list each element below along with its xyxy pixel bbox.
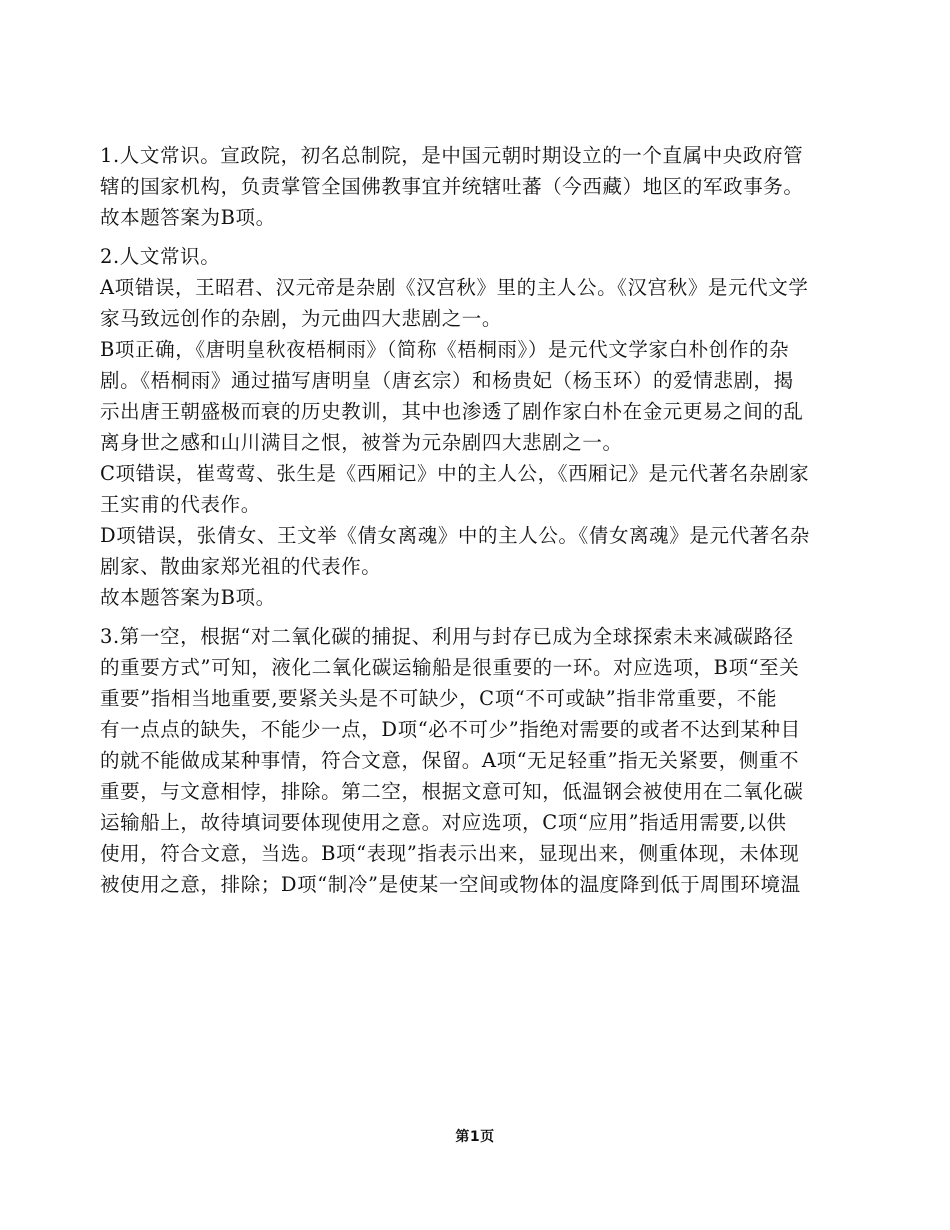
answer-2: [100, 241, 870, 613]
text-line: 重要”指相当地重要,要紧关头是不可缺少，C项“不可或缺”指非常重要，不能: [100, 687, 778, 710]
text-line: 的就不能做成某种事情，符合文意，保留。A项“无足轻重”指无关紧要，侧重不: [100, 749, 800, 772]
answer-3: [100, 621, 870, 900]
text-line: 运输船上，故待填词要体现使用之意。对应选项，C项“应用”指适用需要,以供: [100, 811, 787, 834]
text-line: 离身世之感和山川满目之恨，被誉为元杂剧四大悲剧之一。: [100, 431, 623, 454]
text-line: 故本题答案为B项。: [100, 586, 276, 609]
text-line: 剧。《梧桐雨》通过描写唐明皇（唐玄宗）和杨贵妃（杨玉环）的爱情悲剧，揭: [100, 369, 794, 392]
text-line: 的重要方式”可知，液化二氧化碳运输船是很重要的一环。对应选项，B项“至关: [100, 656, 800, 679]
text-line: B项正确，《唐明皇秋夜梧桐雨》（简称《梧桐雨》）是元代文学家白朴创作的杂: [100, 338, 790, 361]
text-line: D项错误，张倩女、王文举《倩女离魂》中的主人公。《倩女离魂》是元代著名杂: [100, 524, 810, 547]
text-line: 使用，符合文意，当选。B项“表现”指表示出来，显现出来，侧重体现，未体现: [100, 842, 800, 865]
text-line: 有一点点的缺失，不能少一点，D项“必不可少”指绝对需要的或者不达到某种目: [100, 718, 801, 741]
text-line: C项错误，崔莺莺、张生是《西厢记》中的主人公，《西厢记》是元代著名杂剧家: [100, 462, 810, 485]
text-line: 1.人文常识。宣政院，初名总制院，是中国元朝时期设立的一个直属中央政府管: [100, 144, 804, 167]
answer-1: [100, 140, 870, 233]
text-line: 辖的国家机构，负责掌管全国佛教事宜并统辖吐蕃（今西藏）地区的军政事务。: [100, 175, 804, 198]
text-line: 示出唐王朝盛极而衰的历史教训，其中也渗透了剧作家白朴在金元更易之间的乱: [100, 400, 804, 423]
text-line: 王实甫的代表作。: [100, 493, 261, 516]
text-line: 被使用之意，排除；D项“制冷”是使某一空间或物体的温度降到低于周围环境温: [100, 873, 801, 896]
text-line: 剧家、散曲家郑光祖的代表作。: [100, 555, 382, 578]
document-body: [100, 140, 870, 908]
text-line: 3.第一空，根据“对二氧化碳的捕捉、利用与封存已成为全球探索未来减碳路径: [100, 625, 794, 648]
text-line: 2.人文常识。: [100, 245, 221, 268]
text-line: 故本题答案为B项。: [100, 206, 276, 229]
text-line: 家马致远创作的杂剧，为元曲四大悲剧之一。: [100, 307, 503, 330]
text-line: A项错误，王昭君、汉元帝是杂剧《汉宫秋》里的主人公。《汉宫秋》是元代文学: [100, 276, 809, 299]
page-number: 第1页: [455, 1129, 495, 1145]
text-line: 重要，与文意相悖，排除。第二空，根据文意可知，低温钢会被使用在二氧化碳: [100, 780, 804, 803]
